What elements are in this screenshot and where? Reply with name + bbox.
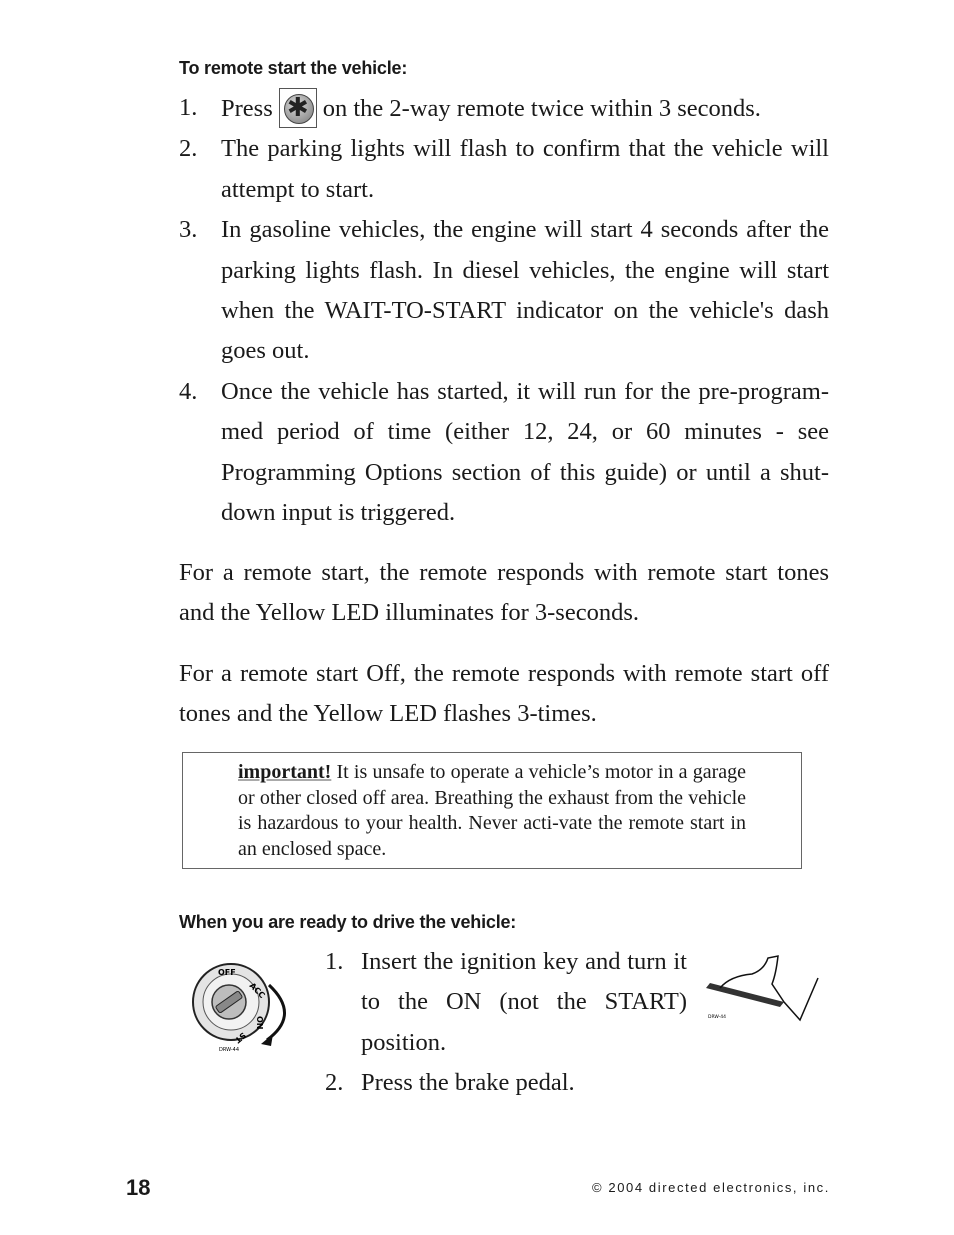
important-label: important!: [238, 761, 332, 783]
paragraph-remote-start: For a remote start, the remote responds with remote start tones and the Yellow LED illuminates for 3-seconds.: [179, 559, 829, 627]
step-number: 1.: [325, 948, 344, 975]
copyright-text: © 2004 directed electronics, inc.: [592, 1180, 830, 1195]
remote-button-icon: [279, 88, 317, 128]
paragraph-remote-start-off: For a remote start Off, the remote responds with remote start off tones and the Yellow LED flashes 3-times.: [179, 660, 829, 728]
step-text: Insert the ignition key and turn it to the ON (not the START) position.: [361, 948, 687, 1056]
pedal-pad: [706, 983, 784, 1007]
list-item: [179, 129, 829, 210]
page-number: 18: [126, 1175, 151, 1200]
arrow-head-icon: [261, 1034, 273, 1046]
brake-pedal-illustration: [702, 952, 822, 1027]
list-item: [179, 88, 829, 129]
step-text: Press: [221, 95, 273, 122]
step-number: 2.: [325, 1069, 344, 1097]
step-text: on the 2-way remote twice within 3 seconds.: [322, 95, 761, 122]
label-st: ST: [233, 1030, 248, 1045]
label-off: OFF: [218, 968, 236, 977]
step-text: Press the brake pedal.: [361, 1069, 575, 1097]
remote-start-steps: [179, 88, 829, 533]
important-note-box: [182, 752, 802, 869]
step-text: The parking lights will flash to confirm that the vehicle will attempt to start.: [221, 135, 829, 203]
ignition-switch-illustration: [189, 960, 299, 1055]
section-heading-remote-start: To remote start the vehicle:: [179, 58, 408, 78]
asterisk-icon: ✱: [286, 93, 309, 123]
drive-steps: [325, 942, 687, 1104]
list-item: [179, 210, 829, 372]
list-item: [325, 1063, 687, 1103]
label-acc: ACC: [247, 981, 267, 1001]
step-number: 1.: [179, 94, 198, 121]
step-number: 3.: [179, 216, 198, 244]
important-note-text: [238, 760, 746, 862]
section-heading-drive: When you are ready to drive the vehicle:: [179, 912, 517, 932]
important-body: It is unsafe to operate a vehicle’s motor in a garage or other closed off area. Breathing the exhaust from the vehicle is hazardous to your health. Never acti-vate the remote start in an enclosed space.: [238, 761, 746, 860]
label-on: ON: [255, 1016, 264, 1030]
leg-outline: [784, 978, 818, 1020]
turn-arrow-icon: [267, 985, 285, 1040]
list-item: [179, 372, 829, 534]
step-number: 2.: [179, 135, 198, 163]
list-item: [325, 942, 687, 1063]
step-text: Once the vehicle has started, it will run for the pre-program-med period of time (either 12, 24, or 60 minutes - see Programming Options section of this guide) or until a shut-down input is triggered.: [221, 377, 829, 527]
step-text: In gasoline vehicles, the engine will start 4 seconds after the parking lights flash. In diesel vehicles, the engine will start when the WAIT-TO-START indicator on the vehicle's dash goes out.: [221, 216, 829, 365]
pedal-code: DRW-44: [708, 1015, 727, 1020]
step-number: 4.: [179, 377, 198, 405]
label-code: DRW-44: [219, 1047, 240, 1053]
